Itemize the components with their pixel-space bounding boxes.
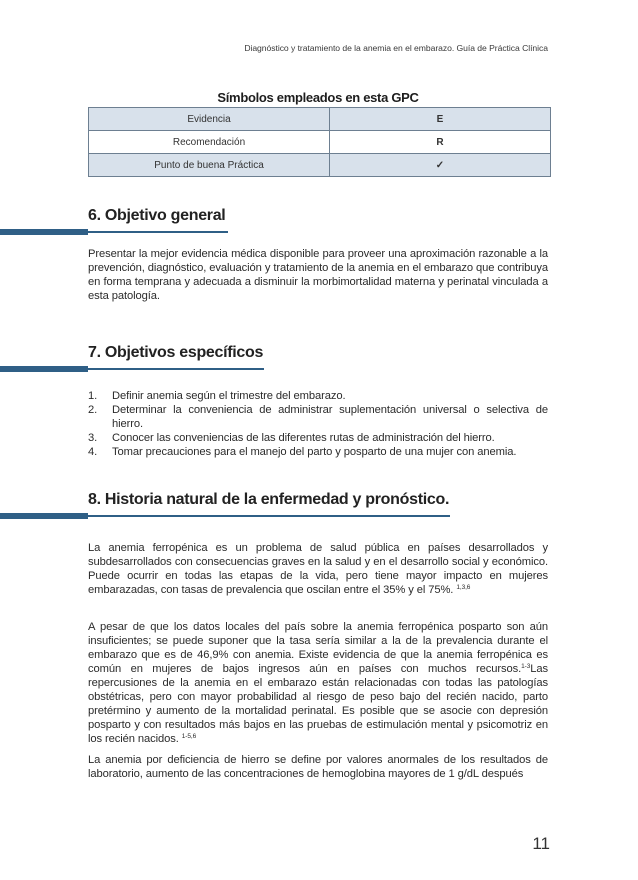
symbols-table — [88, 107, 551, 177]
citation: 1,3,6 — [456, 584, 471, 591]
table-row — [89, 154, 551, 177]
symbols-table-title: Símbolos empleados en esta GPC — [217, 90, 419, 105]
page-number: 11 — [532, 834, 550, 853]
list-item: 4. Tomar precauciones para el manejo del parto y posparto de una mujer con anemia. — [88, 446, 517, 458]
section-divider-bar — [0, 513, 88, 519]
section-underline — [88, 515, 450, 517]
list-item: 1. Definir anemia según el trimestre del embarazo. — [88, 390, 346, 402]
table-row — [89, 131, 551, 154]
section8-paragraph-1: La anemia ferropénica es un problema de salud pública en países desarrollados y subdesarrollados con consecuencias graves en la salud y en el desarrollo social y económico. Puede ocurrir en todas las etapas de la vida, pero tiene mayor impacto en mujeres embarazadas, con tasas de prevalencia que oscilan entre el 35% y el 75%. $^{1,3,6}$ — [88, 542, 548, 596]
citation: 1-3 — [521, 663, 531, 670]
list-item: 3. Conocer las conveniencias de las diferentes rutas de administración del hierro. — [88, 432, 495, 444]
table-row — [89, 108, 551, 131]
symbol-label: Punto de buena Práctica — [89, 154, 330, 177]
symbol-label: Recomendación — [89, 131, 330, 154]
section6-body: Presentar la mejor evidencia médica disponible para proveer una aproximación razonable a la prevención, diagnóstico, evaluación y tratamiento de la anemia en el embarazo que contribuya en forma temprana y adecuada a disminuir la morbimortalidad materna y perinatal vinculada a esta patología. — [88, 248, 548, 302]
symbol-label: Evidencia — [89, 108, 330, 131]
list-item: 2. Determinar la conveniencia de administrar suplementación universal o selectiva de hierro. — [88, 404, 548, 430]
symbol-mark: R — [330, 131, 551, 154]
section-divider-bar — [0, 229, 88, 235]
section-heading-7: 7. Objetivos específicos — [88, 344, 264, 361]
section-divider-bar — [0, 366, 88, 372]
section-heading-6: 6. Objetivo general — [88, 207, 226, 224]
section-heading-8: 8. Historia natural de la enfermedad y pronóstico. — [88, 491, 450, 508]
section-underline — [88, 368, 264, 370]
section8-paragraph-3: La anemia por deficiencia de hierro se define por valores anormales de los resultados de laboratorio, aumento de las concentraciones de hemoglobina mayores de 1 g/dL después — [88, 754, 548, 780]
check-icon: ✓ — [330, 154, 551, 177]
symbol-mark: E — [330, 108, 551, 131]
running-header: Diagnóstico y tratamiento de la anemia en el embarazo. Guía de Práctica Clínica — [244, 43, 548, 53]
citation: 1-5,6 — [181, 733, 197, 740]
objectives-list — [88, 389, 548, 459]
section-underline — [88, 231, 228, 233]
section8-paragraph-2: A pesar de que los datos locales del país sobre la anemia ferropénica posparto son aún insuficientes; se puede suponer que la tasa sería similar a la de la prevalencia durante el embarazo que es de 46,9% con anemia. Existe evidencia de que la anemia ferropénica es común en mujeres de bajos ingresos aún en países con muchos recursos.$^{1-3}$Las repercusiones de la anemia en el embarazo están relacionadas con todas las patologías obstétricas, pero con mayor probabilidad al riesgo de peso bajo del recién nacido, parto pretérmino y aumento de la mortalidad perinatal. Es posible que se asocie con depresión posparto y con resultados más bajos en las pruebas de estimulación mental y psicomotriz en los recién nacidos. $^{1-5,6}$ — [88, 621, 548, 745]
